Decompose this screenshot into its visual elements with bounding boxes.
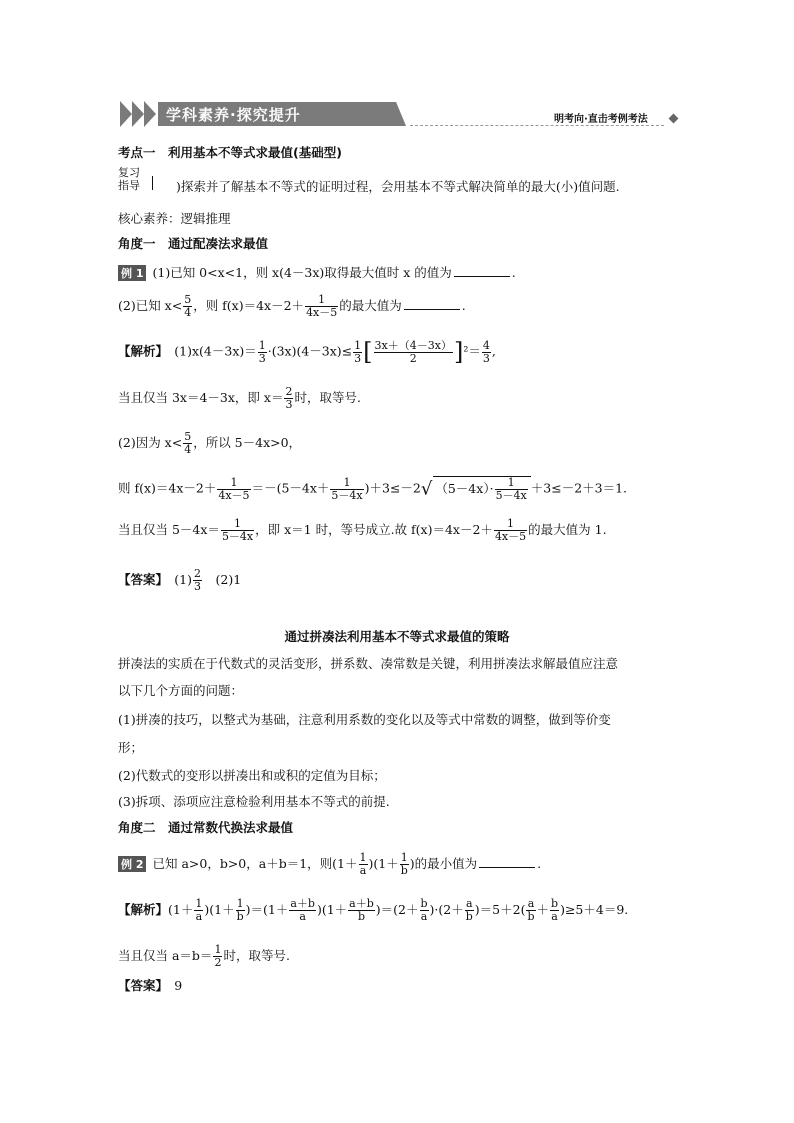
analysis-1: 【解析】 (1)x(4－3x)＝ $\frac{1}{3}$ ·(3x)(4－3x)≤ $\frac{1}{3}$ [ $\frac{3x+(4-3x)}{2}$ ]²＝ $\frac{4}{3}$ , — [118, 338, 496, 366]
example-question-1: 例 1 (1)已知 0<x<1，则 x(4－3x)取得最大值时 x 的值为 . — [118, 263, 516, 281]
chevron-icon — [132, 101, 144, 127]
sqrt-expression: （5－4x）· $\frac{1}{5-4x}$ — [433, 476, 530, 502]
fraction: $\frac{5}{4}$ — [184, 293, 192, 319]
angle-heading: 角度一 通过配凑法求最值 — [118, 236, 269, 251]
strategy-point-2: (2)代数式的变形以拼凑出和或积的定值为目标； — [118, 768, 386, 783]
example-question-3: 例 2 已知 a>0，b>0，a＋b＝1，则(1＋ $\frac{1}{a}$ )(1＋ $\frac{1}{b}$ )的最小值为 . — [118, 852, 541, 877]
diamond-icon — [669, 114, 679, 124]
dotted-divider — [410, 125, 664, 126]
answer-1: 【答案】 (1) $\frac{2}{3}$ (2)1 — [118, 567, 242, 593]
example-badge: 例 1 — [118, 265, 146, 281]
banner-title: 学科素养·探究提升 — [166, 106, 301, 124]
label-divider — [152, 176, 153, 190]
review-text: )探索并了解基本不等式的证明过程，会用基本不等式解决简单的最大(小)值问题. — [176, 179, 620, 194]
angle-heading-2: 角度二 通过常数代换法求最值 — [118, 820, 294, 835]
analysis-2-line2: 则 f(x)＝4x－2＋ $\frac{1}{4x-5}$ ＝－(5－4x＋ $\frac{1}{5-4x}$ )＋3≤－2√ （5－4x）· $\frac{1}{5-4x}$ ＋3≤－2＋3＝1. — [118, 475, 628, 502]
answer-3: 【答案】 9 — [118, 978, 183, 993]
example-question-2: (2)已知 x< $\frac{5}{4}$ ，则 f(x)＝4x－2＋ $\frac{1}{4x-5}$ 的最大值为 . — [118, 293, 466, 319]
answer-blank — [479, 856, 535, 868]
review-label: 复习 指导 — [118, 166, 140, 192]
chevron-icon — [144, 101, 156, 127]
section-banner — [118, 99, 682, 129]
strategy-paragraph: 拼凑法的实质在于代数式的灵活变形，拼系数、凑常数是关键，利用拼凑法求解最值应注意 — [118, 656, 619, 671]
equality-condition-1: 当且仅当 3x＝4－3x，即 x＝ $\frac{2}{3}$ 时，取等号. — [118, 385, 361, 411]
answer-blank — [454, 265, 510, 277]
analysis-2-line3: 当且仅当 5－4x＝ $\frac{1}{5-4x}$ ，即 x＝1 时，等号成立.故 f(x)＝4x－2＋ $\frac{1}{4x-5}$ 的最大值为 1. — [118, 517, 607, 543]
strategy-point-1-cont: 形； — [118, 740, 144, 755]
fraction: $\frac{1}{4x-5}$ — [306, 293, 338, 319]
analysis-2-line1: (2)因为 x< $\frac{5}{4}$ ，所以 5－4x>0， — [118, 430, 302, 456]
core-literacy: 核心素养：逻辑推理 — [118, 211, 231, 226]
strategy-title: 通过拼凑法利用基本不等式求最值的策略 — [284, 629, 510, 644]
chevron-icon — [120, 101, 132, 127]
analysis-3: 【解析】(1＋ $\frac{1}{a}$ )(1＋ $\frac{1}{b}$ )＝(1＋ $\frac{a+b}{a}$ )(1＋ $\frac{a+b}{b}$ )＝(2＋ $\frac{b}{a}$ )·(2＋ $\frac{a}{b}$ )＝5＋2( $\frac{a}{b}$ ＋ $\frac{b}{a}$ )≥5＋4＝9. — [118, 897, 629, 923]
strategy-point-1: (1)拼凑的技巧，以整式为基础，注意利用系数的变化以及等式中常数的调整，做到等价变 — [118, 712, 611, 727]
answer-blank — [404, 298, 460, 310]
section-heading: 考点一 利用基本不等式求最值(基础型) — [118, 145, 342, 160]
banner-tag: 明考向·直击考例考法 — [554, 114, 648, 125]
strategy-point-3: (3)拆项、添项应注意检验利用基本不等式的前提. — [118, 794, 390, 809]
strategy-paragraph: 以下几个方面的问题： — [118, 683, 244, 698]
example-badge: 例 2 — [118, 856, 146, 872]
equality-condition-3: 当且仅当 a＝b＝ $\frac{1}{2}$ 时，取等号. — [118, 943, 290, 969]
